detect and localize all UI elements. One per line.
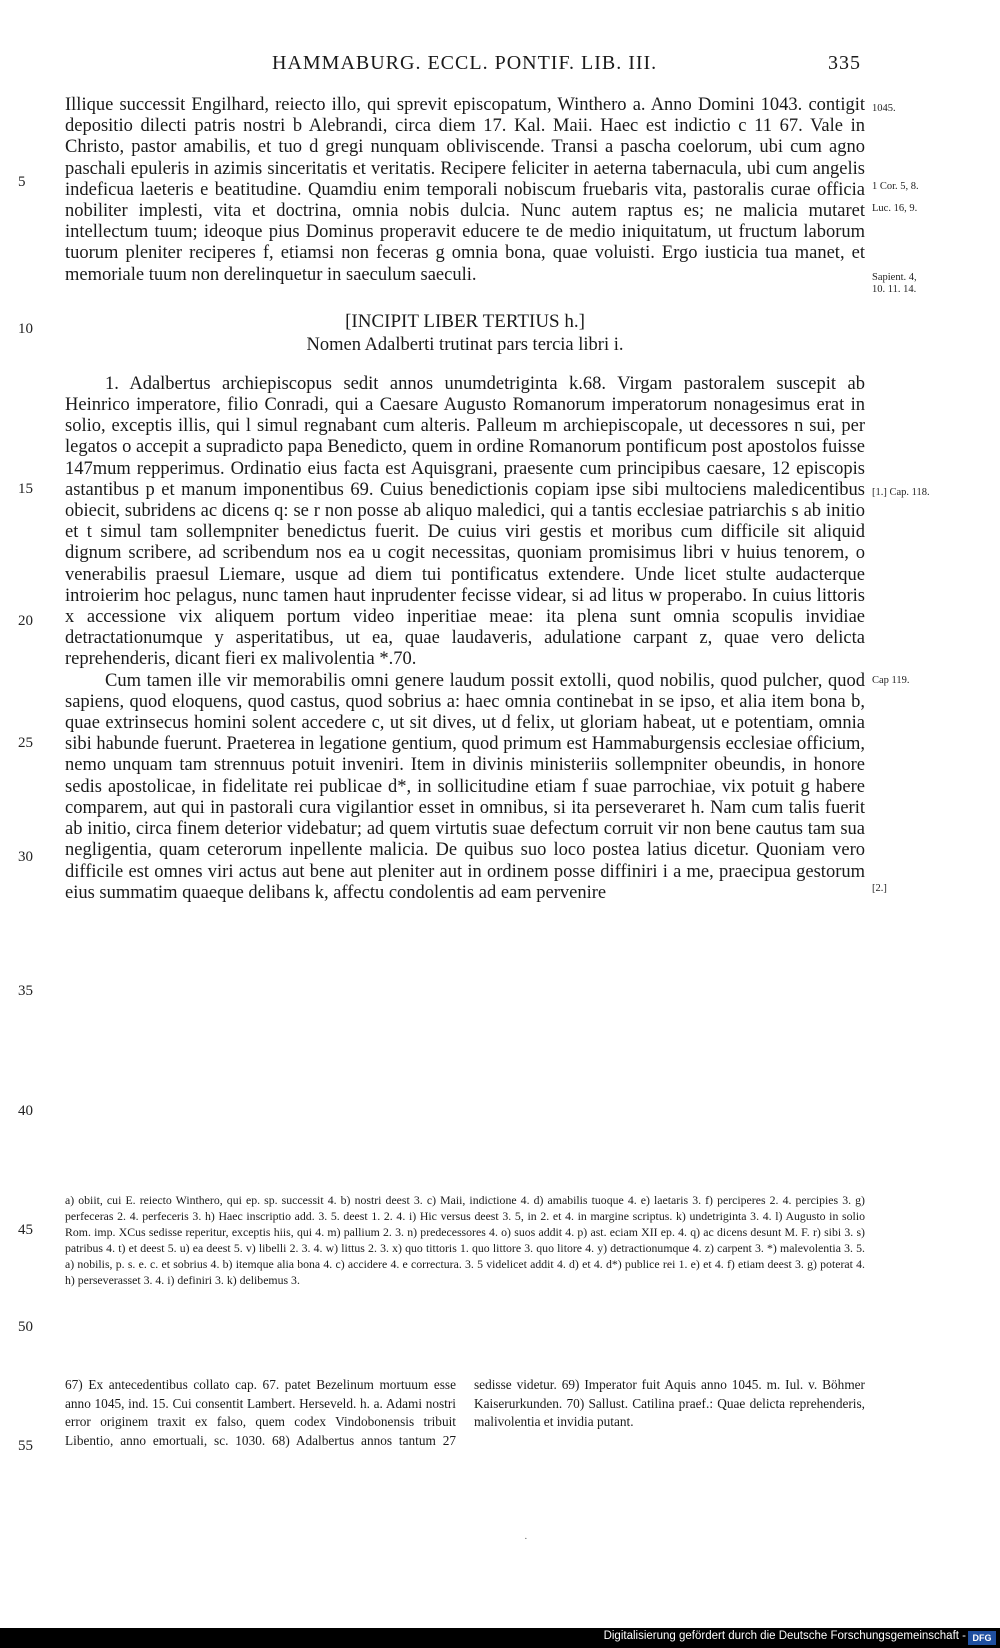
line-number: 30 [18, 849, 33, 865]
dfg-logo-icon: DFG [968, 1631, 996, 1645]
digitization-credit: Digitalisierung gefördert durch die Deutsche Forschungsgemeinschaft - [603, 1630, 966, 1642]
page-header [0, 52, 1000, 82]
paragraph-chapter-2: Cum tamen ille vir memorabilis omni genere laudum possit extolli, quod nobilis, quod pulcher, quod sapiens, quod eloquens, quod castus, quod sobrius a: haec omnia continebat in se ipso, et alia item bona b, quae extrinsecus homini solent accedere c, ut sit dives, ut d felix, ut gloriam habeat, ut e potentiam, omnia sibi habunde fuerunt. Praeterea in legatione gentium, quod primum est Hammaburgensis ecclesiae officium, nemo unquam tam strennuus potuit inveniri. Item in divinis ministeriis sollempniter obeundis, in honore sedis apostolicae, in fidelitate rei publicae d*, in sollicitudine etiam f suae parrochiae, vix potuit g habere comparem, aut qui in pastorali cura vigilantior esset in omnibus, si ita perseveraret h. Nam cum talis fuerit ab initio, circa finem deterior videbatur; ad quem virtutis suae defectum corruit vir non bene cautus tam sua negligentia, quam ceterorum inpellente malicia. De quibus suo loco postea latius dicetur. Quoniam vero difficile est omnes viri actus aut bene aut pleniter aut in ordinem posse diffiniri i a me, praecipua gestorum eius summatim quaeque delibans k, affectu condolentis ad eam pervenire [65, 670, 865, 903]
margin-note-reference: 1 Cor. 5, 8. [872, 181, 919, 192]
book-title: [INCIPIT LIBER TERTIUS h.] [345, 310, 585, 332]
line-number: 35 [18, 983, 33, 999]
margin-note-chapter: [1.] Cap. 118. [872, 487, 930, 498]
book-subtitle: Nomen Adalberti trutinat pars tercia libri i. [306, 334, 624, 355]
line-number: 25 [18, 735, 33, 751]
running-title: HAMMABURG. ECCL. PONTIF. LIB. III. [272, 52, 658, 74]
margin-note-reference: Sapient. 4, 10. 11. 14. [872, 272, 917, 295]
margin-note-chapter: [2.] [872, 883, 887, 894]
margin-note-year: 1045. [872, 103, 896, 114]
line-number: 15 [18, 481, 33, 497]
line-number: 20 [18, 613, 33, 629]
page-number: 335 [828, 52, 861, 74]
line-number: 10 [18, 321, 33, 337]
line-number: 55 [18, 1438, 33, 1454]
paragraph-1: Illique successit Engilhard, reiecto illo, qui sprevit episcopatum, Winthero a. Anno Domini 1043. contigit depositio dilecti patris nostri b Alebrandi, circa diem 17. Kal. Maii. Haec est indictio c 11 67. Vale in Christo, pastor amabilis, et tuo d gregi nunquam obliviscende. Transi a pascha coelorum, ubi cum agno paschali epuleris in azimis sinceritatis et veritatis. Recipere feliciter in aeterna tabernacula, ubi cum angelis indeficua laeteris e beatitudine. Quamdiu enim temporali nobiscum fruebaris vita, pastoralis curae officia nobiliter implesti, vita et doctrina, omnia nobis dulcia. Nunc autem raptus es; ne malicia mutaret intellectum tuum; ideoque pius Dominus properavit educere te de medio iniquitatum, ut fructum laborum tuorum pleniter reciperes f, etiamsi non feceras g omnia bona, quae voluisti. Ergo iusticia tua manet, et memoriale tuum non derelinquetur in saeculum saeculi. [65, 95, 865, 285]
line-number: 45 [18, 1222, 33, 1238]
main-text [65, 95, 865, 904]
margin-note-chapter: Cap 119. [872, 675, 910, 686]
line-number: 5 [18, 174, 26, 190]
print-mark: · [524, 1533, 528, 1545]
commentary-notes: 67) Ex antecedentibus collato cap. 67. patet Bezelinum mortuum esse anno 1045, ind. 15. Cui consentit Lambert. Herseveld. h. a. Adami nostri error originem traxit ex falso, quem codex Vindobonensis tribuit Libentio, anno emortuali, sc. 1030. 68) Adalbertus annos tantum 27 sedisse videtur. 69) Imperator fuit Aquis anno 1045. m. Iul. v. Böhmer Kaiserurkunden. 70) Sallust. Catilina praef.: Quae delicta reprehenderis, malivolentia et invidia putant. [65, 1377, 865, 1448]
line-number: 40 [18, 1103, 33, 1119]
margin-note-reference: Luc. 16, 9. [872, 203, 918, 214]
paragraph-chapter-1: 1. Adalbertus archiepiscopus sedit annos unumdetriginta k.68. Virgam pastoralem suscepit ab Heinrico imperatore, filio Conradi, qui a Caesare Augusto Romanorum imperatorum nonagesimus erat in solio, exceptis illis, qui l simul regnabant cum alteris. Palleum m archiepiscopale, ut decessores n sui, per legatos o accepit a supradicto papa Benedicto, quem in ordine Romanorum pontificum post apostolos fuisse 147mum repperimus. Ordinatio eius facta est Aquisgrani, praesente cum principibus caesare, 12 episcopis astantibus p et manum imponentibus 69. Cuius benedictionis copiam ipse sibi multociens maledicentibus obiecit, subridens ac dicens q: se r non posse ab aliquo maledici, qui a tantis ecclesiae patriarchis s ab initio et t simul tam sollempniter benedictus fuerit. De cuius viri gestis et moribus cum difficile sit aliquid dignum scribere, ad scribendum nos ea u cogit necessitas, quoniam promisimus libri v huius tenorem, o venerabilis praesul Liemare, usque ad diem tui pontificatus extendere. Unde licet stulte audacterque introierim hoc pelagus, nunc tamen haut inprudenter fecisse videar, si ad litus w properabo. In cuius littoris x accessione vix aliquem portum video inperitiae meae: ita plena sunt omnia scopulis invidiae detractationumque y asperitatibus, ut ea, quae laudaveris, adulatione carpant z, quae vero delicta reprehenderis, dicant fieri ex malivolentia *.70. [65, 373, 865, 670]
critical-apparatus: a) obiit, cui E. reiecto Winthero, qui ep. sp. successit 4. b) nostri deest 3. c) Maii, indictione 4. d) amabilis tuoque 4. e) laetaris 3. f) perciperes 2. 4. percipies 3. g) perfeceras 2. 4. perfeceris 3. h) Haec inscriptio add. 3. 5. deest 1. 2. 4. i) Hic versus deest 3. 5, in 2. et 4. in margine scriptus. k) undetriginta 3. 4. l) Augusto in solio Rom. imp. XCus sedisse reperitur, exceptis hiis, qui 4. m) pallium 2. 3. n) predecessores 4. o) suos addit 4. p) ast. eciam XII ep. 4. q) ac dicens desunt M. F. r) sibi 3. s) patribus 4. t) et deest 5. u) ea deest 5. v) libelli 2. 3. 4. w) littus 2. 3. x) quo tittoris 1. quo littore 3. quo litore 4. y) detractionumque 4. z) carpent 3. *) malevolentia 3. 5. a) nobilis, p. s. e. c. et sobrius 4. b) itemque alia bona 4. c) accidere 4. e correctura. 3. 5 videlicet addit 4. d) et 4. d*) publice rei 1. e) et 4. f) etiam deest 3. g) poterat 4. h) perseverasset 3. 4. i) definiri 3. k) delibemus 3. [65, 1193, 865, 1287]
line-number: 50 [18, 1319, 33, 1335]
